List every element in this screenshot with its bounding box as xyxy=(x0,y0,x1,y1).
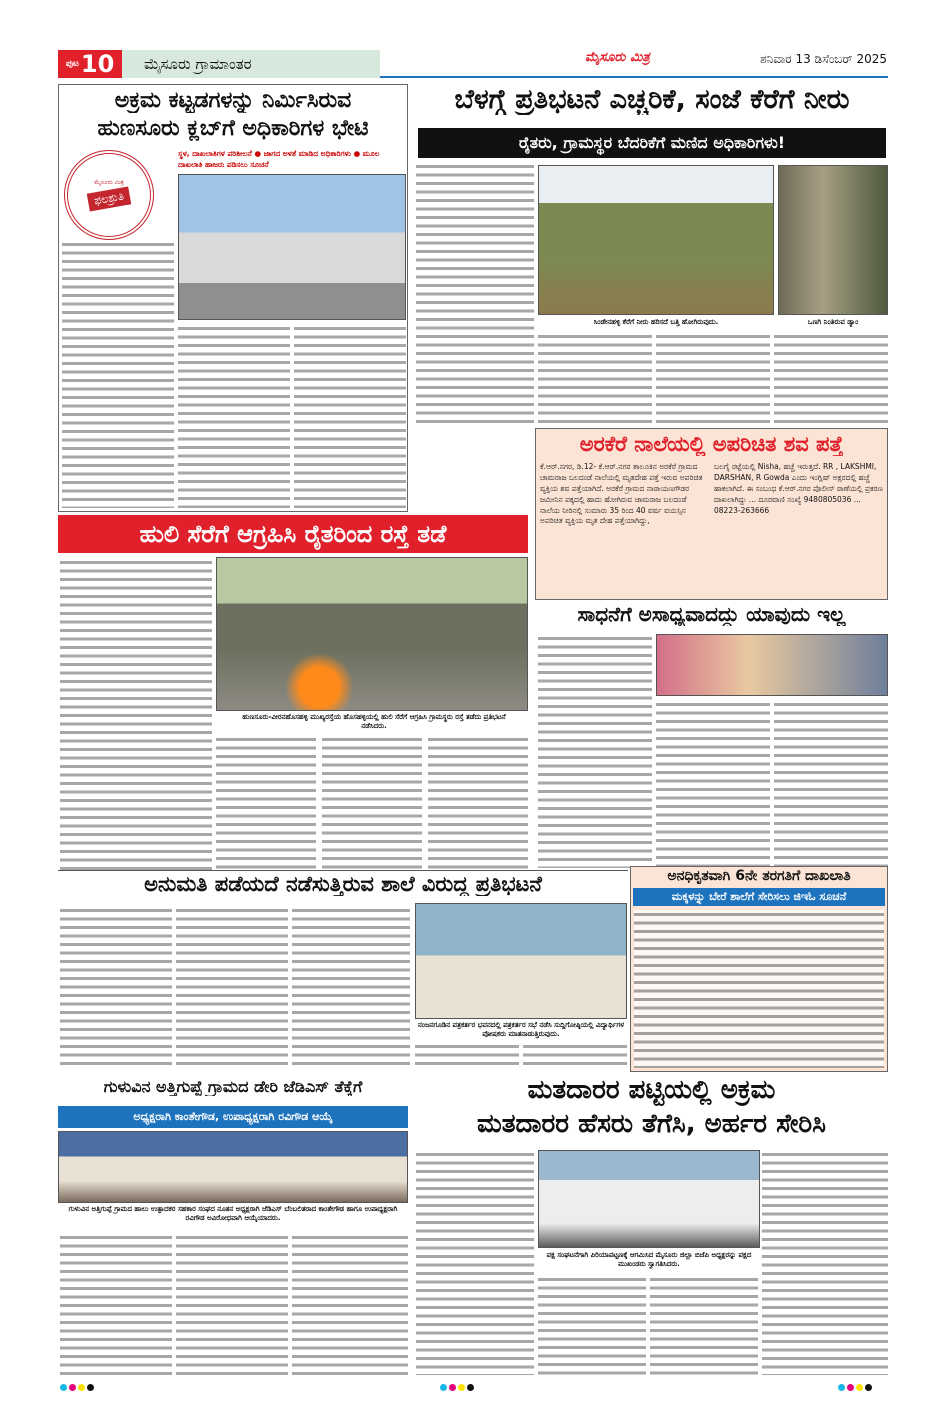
stamp-label: ಫಲಶ್ರುತಿ xyxy=(87,186,132,211)
headline-achievement: ಸಾಧನೆಗೆ ಅಸಾಧ್ಯವಾದದ್ದು ಯಾವುದು ಇಲ್ಲ xyxy=(577,603,846,626)
article-body-text xyxy=(216,735,316,869)
article-body-text xyxy=(416,162,534,424)
page-prefix: ಪುಟ xyxy=(65,59,79,69)
photo-caption: ಪಕ್ಷ ಸಂಘಟನೆಗಾಗಿ ಪಿರಿಯಾಪಟ್ಟಣಕ್ಕೆ ಆಗಮಿಸಿದ ಮೈಸೂರು ಜಿಲ್ಲಾ ಬಿಜೆಪಿ ಅಧ್ಯಕ್ಷರನ್ನು ಪಕ್ಷದ ಮುಖಂಡರು ಸ್ವಾಗತಿಸಿದರು. xyxy=(546,1251,752,1269)
registration-marks xyxy=(838,1376,874,1395)
page-number: 10 xyxy=(80,50,115,78)
headline-line-2: ಹುಣಸೂರು ಕ್ಲಬ್‌ಗೆ ಅಧಿಕಾರಿಗಳ ಭೇಟಿ xyxy=(97,116,369,141)
stamp-ring-text: ಮೈಸೂರು ಮಿತ್ರ xyxy=(94,179,124,186)
article-body-text xyxy=(294,324,406,508)
bullet: ಸ್ಥಳ, ದಾಖಲಾತಿಗಳ ಪರಿಶೀಲನೆ xyxy=(178,149,252,158)
article-body-text xyxy=(415,1042,519,1070)
article-body-text xyxy=(416,1150,534,1375)
photo-caption: ನಂಜನಗೂಡಿನ ಪತ್ರಕರ್ತರ ಭವನದಲ್ಲಿ ಪತ್ರಕರ್ತರ ಸಭೆ ನಡೆಸಿ ಸುದ್ದಿಗೋಷ್ಠಿಯಲ್ಲಿ ವಿದ್ಯಾರ್ಥಿಗಳ ಪೋಷಕರು ಮಾತನಾಡುತ್ತಿರುವುದು. xyxy=(417,1021,625,1039)
header-rule xyxy=(380,76,888,78)
dry-dam-photo xyxy=(778,165,888,315)
photo-caption: ಸಿಂಡೇನಹಳ್ಳಿ ಕೆರೆಗೆ ನೀರು ಹರಿಸದೆ ಬತ್ತಿ ಹೋಗಿರುವುದು. xyxy=(593,318,719,326)
article-body-text xyxy=(292,906,410,1068)
article-body-text xyxy=(523,1042,627,1070)
headline-admission: ಅನಧಿಕೃತವಾಗಿ 6ನೇ ತರಗತಿಗೆ ದಾಖಲಾತಿ xyxy=(667,868,851,884)
article-body-text xyxy=(538,332,652,424)
article-body-text xyxy=(60,906,172,1068)
date: ಶನಿವಾರ 13 ಡಿಸೆಂಬರ್ 2025 xyxy=(760,52,887,66)
article-body-text xyxy=(178,324,290,508)
subhead-admission: ಮಕ್ಕಳನ್ನು ಬೇರೆ ಶಾಲೆಗೆ ಸೇರಿಸಲು ಜಿಇಓ ಸೂಚನೆ xyxy=(633,888,885,906)
club-gate-photo xyxy=(178,174,406,320)
headline-arakere: ಅರಕೆರೆ ನಾಲೆಯಲ್ಲಿ ಅಪರಿಚಿತ ಶವ ಪತ್ತೆ xyxy=(579,432,844,456)
article-body-text xyxy=(538,634,652,868)
article-body-text: ಬಲಗೈ ರಟ್ಟೆಯಲ್ಲಿ Nisha, ಹಚ್ಚೆ ಇರುತ್ತದೆ. RR , LAKSHMI, DARSHAN, R Gowda ಎಂದು ಇಂಗ್ಲಿಷ್ ಅಕ್ಷರದಲ್ಲಿ ಹಚ್ಚೆ ಹಾಕಲಾಗಿದೆ. ಈ ಸಂಬಂಧ ಕೆ.ಆರ್.ನಗರ ಪೊಲೀಸ್ ಠಾಣೆಯಲ್ಲಿ ಪ್ರಕರಣ ದಾಖಲಾಗಿದ್ದು ... ದೂರವಾಣಿ ಸಂಖ್ಯೆ 9480805036 ... 08223-263666 xyxy=(714,462,883,515)
masthead-logo: ಮೈಸೂರು ಮಿತ್ರ xyxy=(585,50,650,65)
article-body-text xyxy=(762,1150,888,1375)
article-body-text xyxy=(60,1233,172,1375)
article-body-text: ಕೆ.ಆರ್.ನಗರ, ಡಿ.12- ಕೆ.ಆರ್.ನಗರ ತಾಲೂಕಿನ ಅರಕೆರೆ ಗ್ರಾಮದ ಚಾಮರಾಜ ಬಲದಂಡೆ ನಾಲೆಯಲ್ಲಿ ಮೃತದೇಹ ಪತ್ತೆ ಇರುವ ಅಪರಿಚಿತ ವ್ಯಕ್ತಿಯ ಶವ ಪತ್ತೆಯಾಗಿದೆ. ಅರಕೆರೆ ಗ್ರಾಮದ ನಾರಾಯಣಗೌಡರ ಜಮೀನಿನ ಪಕ್ಕದಲ್ಲಿ ಹಾದು ಹೋಗಿರುವ ಚಾಮರಾಜ ಬಲದಂಡೆ ನಾಲೆಯ ನೀರಿನಲ್ಲಿ ಸುಮಾರು 35 ರಿಂದ 40 ವರ್ಷ ವಯಸ್ಸಿನ ಅಪರಿಚಿತ ವ್ಯಕ್ತಿಯ ಮೃತ ದೇಹ ಪತ್ತೆಯಾಗಿದ್ದು, xyxy=(540,462,703,526)
phalashruti-stamp xyxy=(64,150,154,240)
dry-lake-photo xyxy=(538,165,774,315)
event-photo xyxy=(656,634,888,696)
bullet: ಜಾಗದ ಅಳತೆ ಮಾಡಿದ ಅಧಿಕಾರಿಗಳು xyxy=(263,149,351,158)
article-body-text xyxy=(656,700,770,868)
registration-marks xyxy=(60,1376,96,1395)
article-body-text xyxy=(656,332,770,424)
headline-lake-water: ಬೆಳಗ್ಗೆ ಪ್ರತಿಭಟನೆ ಎಚ್ಚರಿಕೆ, ಸಂಜೆ ಕೆರೆಗೆ ನೀರು xyxy=(454,84,850,115)
article-body-text xyxy=(60,558,212,870)
article-body-text xyxy=(650,1275,758,1375)
article-body-text xyxy=(322,735,422,869)
article-body-text xyxy=(176,1233,288,1375)
article-body-text xyxy=(292,1233,408,1375)
registration-marks xyxy=(440,1376,476,1395)
headline-line-1: ಅಕ್ರಮ ಕಟ್ಟಡಗಳನ್ನು ನಿರ್ಮಿಸಿರುವ xyxy=(114,88,352,113)
headline-tiger: ಹುಲಿ ಸೆರೆಗೆ ಆಗ್ರಹಿಸಿ ರೈತರಿಂದ ರಸ್ತೆ ತಡೆ xyxy=(58,515,528,553)
article-body-text xyxy=(634,910,884,1068)
divider xyxy=(58,870,628,871)
headline-school: ಅನುಮತಿ ಪಡೆಯದೆ ನಡೆಸುತ್ತಿರುವ ಶಾಲೆ ವಿರುದ್ಧ ಪ್ರತಿಭಟನೆ xyxy=(144,872,542,896)
article-body-text xyxy=(428,735,528,869)
article-body-text xyxy=(176,906,288,1068)
subhead-dairy: ಅಧ್ಯಕ್ಷರಾಗಿ ಕಾಂತೇಗೌಡ, ಉಪಾಧ್ಯಕ್ಷರಾಗಿ ರವಿಗೌಡ ಆಯ್ಕೆ xyxy=(58,1106,408,1128)
bullet: ಮೂಲ ದಾಖಲಾತಿ ಹಾಜರು ಪಡಿಸಲು ಸೂಚನೆ xyxy=(178,149,380,170)
section-label: ಮೈಸೂರು ಗ್ರಾಮಾಂತರ xyxy=(122,50,380,78)
headline-dairy: ಗುಳುವಿನ ಅತ್ತಿಗುಪ್ಪೆ ಗ್ರಾಮದ ಡೇರಿ ಜೆಡಿಎಸ್ ತೆಕ್ಕೆಗೆ xyxy=(103,1078,363,1096)
subhead-banner: ರೈತರು, ಗ್ರಾಮಸ್ಥರ ಬೆದರಿಕೆಗೆ ಮಣಿದ ಅಧಿಕಾರಿಗಳು! xyxy=(418,128,886,158)
article-body-text xyxy=(774,700,888,868)
press-meet-photo xyxy=(415,903,627,1019)
bjp-welcome-photo xyxy=(538,1150,760,1248)
article-body-text xyxy=(538,1275,646,1375)
photo-caption: ಗುಳುವಿನ ಅತ್ತಿಗುಪ್ಪೆ ಗ್ರಾಮದ ಹಾಲು ಉತ್ಪಾದಕರ ಸಹಕಾರ ಸಂಘದ ನೂತನ ಅಧ್ಯಕ್ಷರಾಗಿ ಜೆಡಿಎಸ್ ಬೆಂಬಲಿತರಾದ ಕಾಂತೇಗೌಡ ಹಾಗೂ ಉಪಾಧ್ಯಕ್ಷರಾಗಿ ರವಿಗೌಡ ಅವಿರೋಧವಾಗಿ ಆಯ್ಕೆಯಾದರು. xyxy=(68,1205,398,1223)
dairy-group-photo xyxy=(58,1131,408,1203)
road-block-protest-photo xyxy=(216,557,528,711)
page-number-badge xyxy=(58,50,122,78)
bullet-list: ಸ್ಥಳ, ದಾಖಲಾತಿಗಳ ಪರಿಶೀಲನೆ ● ಜಾಗದ ಅಳತೆ ಮಾಡಿದ ಅಧಿಕಾರಿಗಳು ● ಮೂಲ ದಾಖಲಾತಿ ಹಾಜರು ಪಡಿಸಲು ಸೂಚನೆ xyxy=(178,149,380,170)
photo-caption: ಹುಣಸೂರು-ವೀರನಹೊಸಹಳ್ಳಿ ಮುಖ್ಯರಸ್ತೆಯ ಹೊಸಹಳ್ಳಿಯಲ್ಲಿ ಹುಲಿ ಸೆರೆಗೆ ಆಗ್ರಹಿಸಿ ಗ್ರಾಮಸ್ಥರು ರಸ್ತೆ ತಡೆದು ಪ್ರತಿಭಟನೆ ನಡೆಸಿದರು. xyxy=(242,713,506,731)
photo-caption: ಒಣಗಿ ನಿಂತಿರುವ ಡ್ಯಾಂ xyxy=(807,318,859,326)
headline-voters-line-2: ಮತದಾರರ ಹೆಸರು ತೆಗೆಸಿ, ಅರ್ಹರ ಸೇರಿಸಿ xyxy=(477,1110,826,1139)
headline-voters-line-1: ಮತದಾರರ ಪಟ್ಟಿಯಲ್ಲಿ ಅಕ್ರಮ xyxy=(527,1076,776,1105)
article-body-text xyxy=(62,240,174,508)
article-body-text xyxy=(774,332,888,424)
